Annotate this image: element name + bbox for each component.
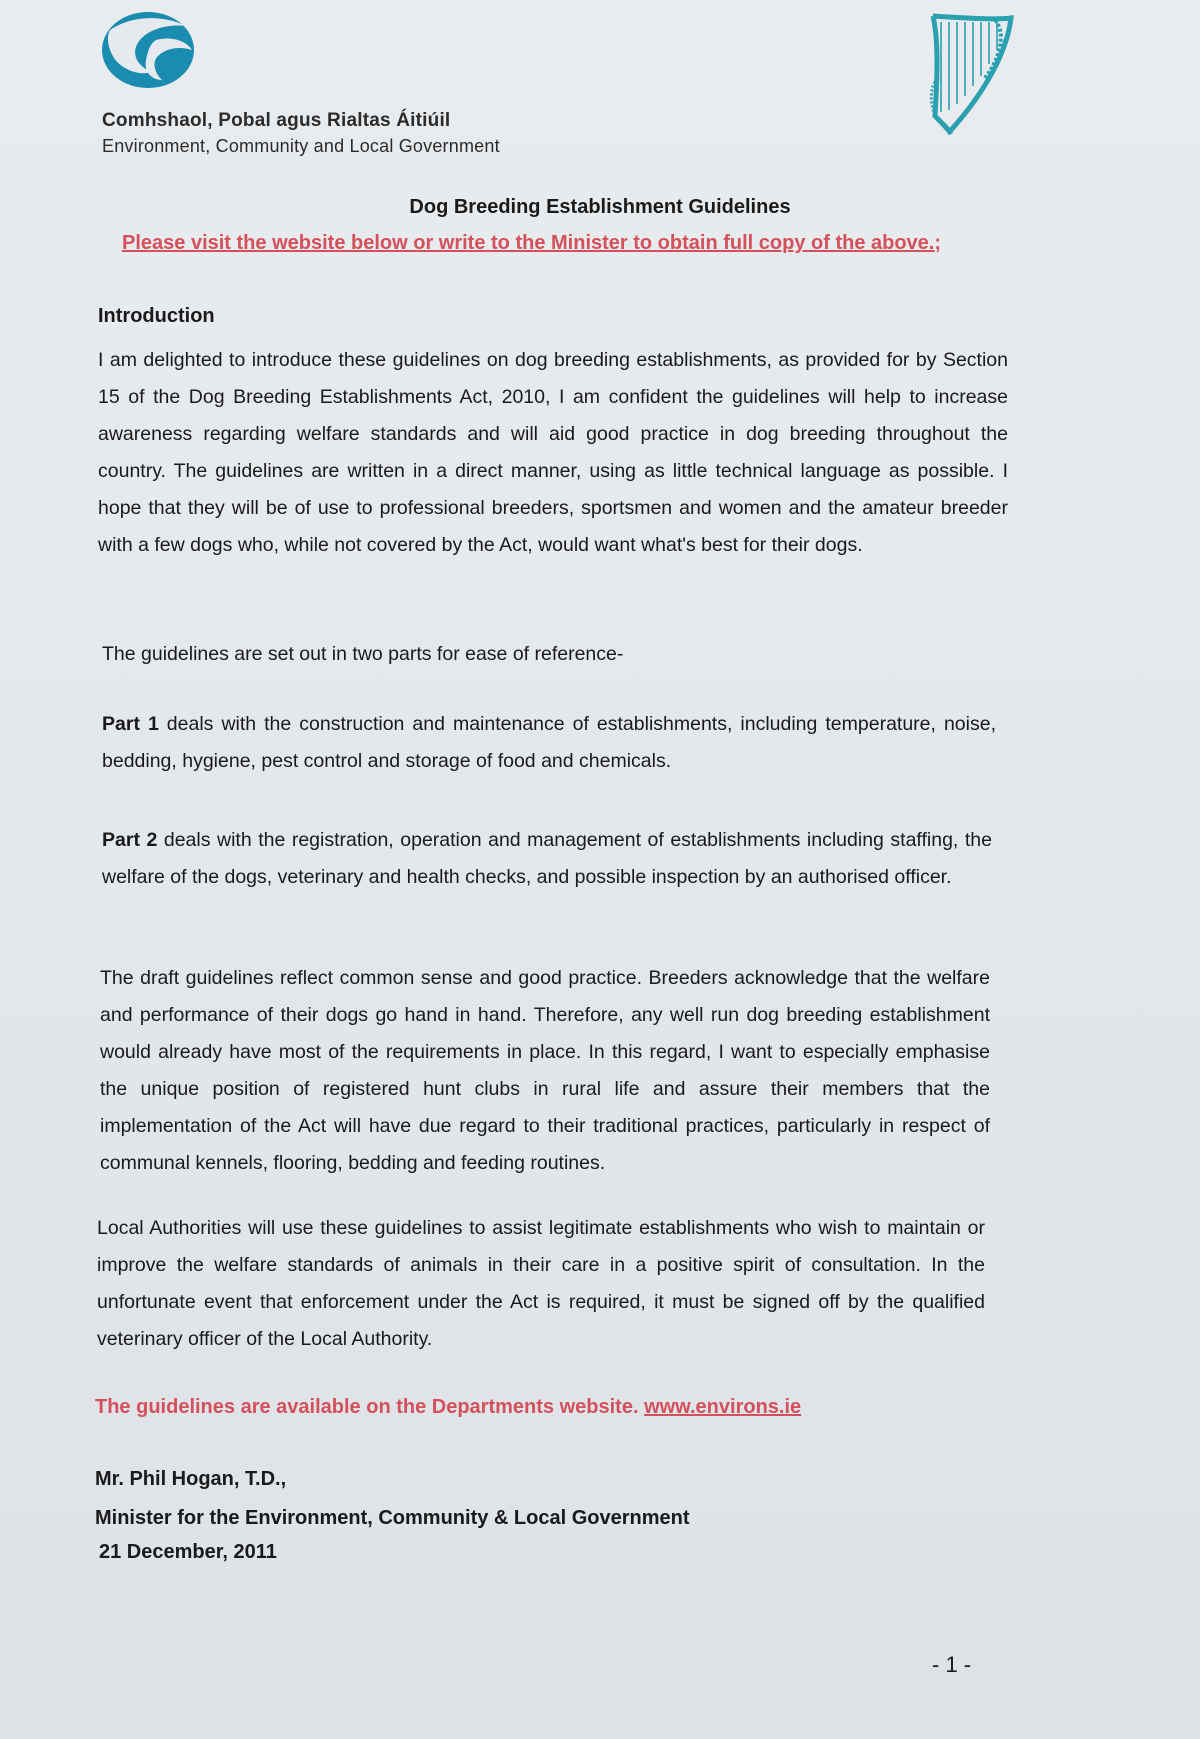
part1-text: deals with the construction and maintenance of establishments, including temperature, noise, bedding, hygiene, pest control and storage of food and chemicals. — [102, 713, 996, 772]
signature-date: 21 December, 2011 — [99, 1541, 277, 1563]
part2-paragraph — [102, 822, 992, 896]
page-number: - 1 - — [932, 1652, 972, 1677]
introduction-paragraph: I am delighted to introduce these guidelines on dog breeding establishments, as provided for by Section 15 of the Dog Breeding Establishments Act, 2010, I am confident the guidelines will help to increase awareness regarding welfare standards and will aid good practice in dog breeding throughout the country. The guidelines are written in a direct manner, using as little technical language as possible. I hope that they will be of use to professional breeders, sportsmen and women and the amateur breeder with a few dogs who, while not covered by the Act, would want what's best for their dogs. — [98, 349, 1008, 556]
signatory-name: Mr. Phil Hogan, T.D., — [95, 1468, 287, 1490]
draft-guidelines-paragraph: The draft guidelines reflect common sense and good practice. Breeders acknowledge that the welfare and performance of their dogs go hand in hand. Therefore, any well run dog breeding establishment would already have most of the requirements in place. In this regard, I want to especially emphasise the unique position of registered hunt clubs in rural life and assure their members that the implementation of the Act will have due regard to their traditional practices, particularly in respect of communal kennels, flooring, bedding and feeding routines. — [100, 967, 990, 1174]
department-swirl-logo-icon — [100, 10, 196, 90]
signatory-role: Minister for the Environment, Community & Local Government — [95, 1507, 690, 1529]
notice-text: Please visit the website below or write to the Minister to obtain full copy of the above.; — [122, 232, 942, 254]
part1-label: Part 1 — [102, 713, 159, 735]
irish-harp-emblem-icon — [915, 12, 1015, 136]
availability-line — [95, 1396, 801, 1419]
department-name-irish: Comhshaol, Pobal agus Rialtas Áitiúil — [102, 110, 451, 131]
document-title: Dog Breeding Establishment Guidelines — [409, 196, 791, 218]
website-link[interactable]: www.environs.ie — [644, 1396, 802, 1418]
parts-intro-paragraph: The guidelines are set out in two parts for ease of reference- — [102, 643, 624, 665]
department-name-english: Environment, Community and Local Government — [102, 136, 500, 156]
availability-text: The guidelines are available on the Departments website. — [95, 1396, 645, 1418]
local-authorities-paragraph: Local Authorities will use these guidelines to assist legitimate establishments who wish to maintain or improve the welfare standards of animals in their care in a positive spirit of consultation. In the unfortunate event that enforcement under the Act is required, it must be signed off by the qualified veterinary officer of the Local Authority. — [97, 1217, 985, 1350]
part2-label: Part 2 — [102, 829, 158, 851]
introduction-heading: Introduction — [98, 305, 215, 327]
part1-paragraph — [102, 706, 996, 780]
part2-text: deals with the registration, operation and management of establishments including staffing, the welfare of the dogs, veterinary and health checks, and possible inspection by an authorised officer. — [102, 829, 992, 888]
